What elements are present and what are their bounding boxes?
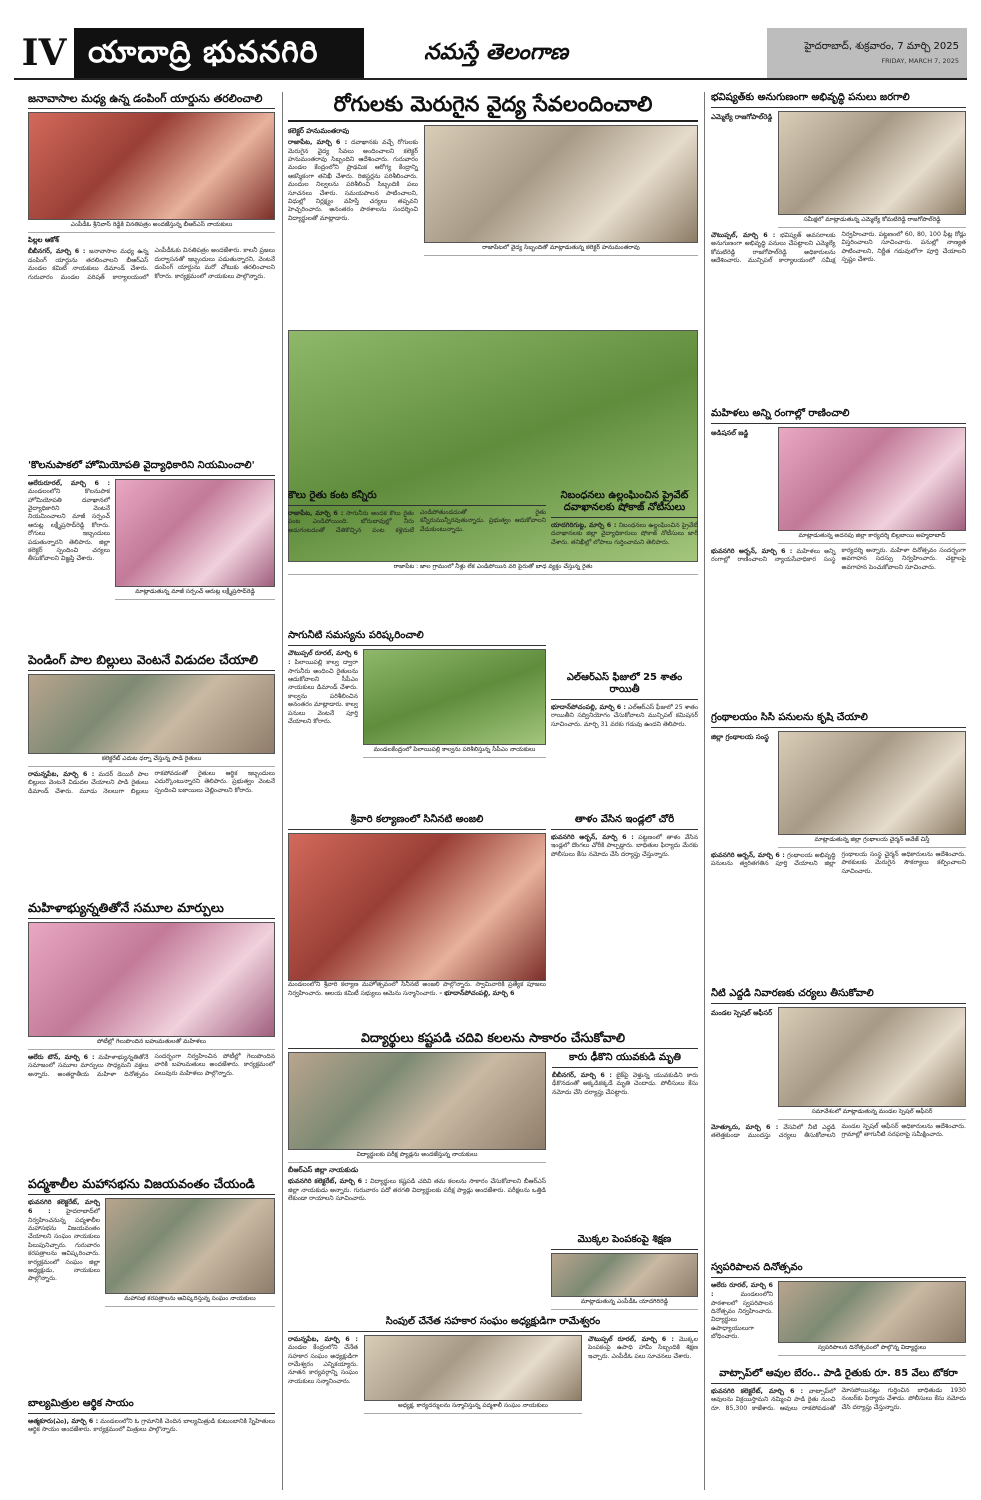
headline: పెండింగ్ పాల బిల్లులు వెంటనే విడుదల చేయాలి xyxy=(28,652,275,671)
paper-name: నమస్తే తెలంగాణ xyxy=(424,39,569,66)
dateline: - భూదాన్‌పోచంపల్లి, మార్చి 6 xyxy=(439,989,515,998)
article-irrigation xyxy=(288,630,546,810)
article-body xyxy=(711,1387,966,1414)
article-text: బైక్‌పై వెళ్తున్న యువకుడిని కారు ఢీకొనడంతో అక్కడికక్కడే మృతి చెందాడు. పోలీసులు కేసు నమోదు చేసి దర్యాప్తు చేపట్టారు. xyxy=(552,1072,698,1096)
page-number: IV xyxy=(21,31,67,74)
article-body xyxy=(711,1007,773,1123)
dateline: బీబీనగర్, మార్చి 6 : xyxy=(552,1071,612,1079)
article-homeopathy xyxy=(28,460,275,650)
article-text: గ్రంథాలయ అభివృద్ధి పనులను త్వరితగతిన పూర్తి చేయాలని జిల్లా గ్రంథాలయ సంస్థ చైర్మన్ అధికారులను ఆదేశించారు. పాఠకులకు మెరుగైన సౌకర్యాలు కల్పించాలని సూచించారు. xyxy=(711,851,966,875)
byline: జిల్లా గ్రంథాలయ సంస్థ xyxy=(711,733,769,741)
photo-caption: మాట్లాడుతున్న జిల్లా గ్రంథాలయ చైర్మన్ అవేజ్ చిస్తీ xyxy=(778,835,966,848)
article-tenant-farmer xyxy=(288,490,546,626)
dateline: ఆలేరు రూరల్, మార్చి 6 : xyxy=(711,1281,773,1299)
date-english: FRIDAY, MARCH 7, 2025 xyxy=(881,56,959,65)
article-photo xyxy=(551,1253,698,1297)
article-text: మండల కేంద్రంలోని చేనేత సహకార సంఘం అధ్యక్షుడిగా రామేశ్వరం ఎన్నికయ్యారు. నూతన కార్యవర్గాన్ని సంఘం నాయకులు సన్మానించారు. xyxy=(288,1344,358,1385)
article-showcause xyxy=(551,490,698,666)
article-body xyxy=(288,1335,358,1417)
photo-caption: స్వపరిపాలన దినోత్సవంలో పాల్గొన్న విద్యార్థులు xyxy=(778,1343,966,1356)
article-water-scarcity xyxy=(711,988,966,1260)
article-photo xyxy=(288,1052,546,1150)
photo-caption: మాట్లాడుతున్న ఎంపీడీఓ యాదగిరిరెడ్డి xyxy=(551,1297,698,1310)
date-telugu: హైదరాబాద్, శుక్రవారం, 7 మార్చి 2025 xyxy=(804,41,959,53)
article-body xyxy=(711,731,773,851)
dateline: యాదగిరిగుట్ట, మార్చి 6 : xyxy=(551,521,617,529)
article-text: వేసవిలో నీటి ఎద్దడి తలెత్తకుండా ముందస్తు చర్యలు తీసుకోవాలని మండల స్పెషల్ ఆఫీసర్ అధికారులను ఆదేశించారు. గ్రామాల్లో తాగునీటి సరఫరాపై సమీక్షించారు. xyxy=(711,1123,966,1140)
headline: బాల్యమిత్రుల ఆర్థిక సాయం xyxy=(28,1398,275,1414)
article-text: మండలంలోని శ్రీవారి కల్యాణ మహోత్సవంలో సినీనటి అంజలి పాల్గొన్నారు. స్వామివారికి ప్రత్యేక పూజలు నిర్వహించారు. ఆలయ కమిటీ సభ్యులు ఆమెను సన్మానించారు. xyxy=(288,981,546,998)
article-body xyxy=(28,770,275,797)
photo-caption: పోటీల్లో గెలుపొందిన బహుమతులతో మహిళలు xyxy=(28,1037,275,1050)
dateline: భూదాన్‌పోచంపల్లి, మార్చి 6 : xyxy=(551,703,626,711)
article-text: మదర్ డెయిరీ పాల బిల్లులు వెంటనే విడుదల చేయాలని పాడి రైతులు డిమాండ్ చేశారు. మూడు నెలలుగా బిల్లులు రాకపోవడంతో రైతులు ఆర్థిక ఇబ్బందులు ఎదుర్కొంటున్నారని తెలిపారు. ప్రభుత్వం వెంటనే స్పందించి బకాయిలు చెల్లించాలని కోరారు. xyxy=(28,770,275,795)
article-photo xyxy=(363,649,546,745)
headline: విద్యార్థులు కష్టపడి చదివి కలలను సాకారం చేసుకోవాలి xyxy=(288,1030,698,1049)
headline: స్వపరిపాలన దినోత్సవం xyxy=(711,1262,966,1278)
headline: నిబంధనలు ఉల్లంఘించిన ప్రైవేట్ దవాఖానలకు షోకాజ్ నోటీసులు xyxy=(551,490,698,518)
article-text: ఎల్ఆర్ఎస్ ఫీజులో 25 శాతం రాయితీని సద్వినియోగం చేసుకోవాలని మున్సిపల్ కమిషనర్ సూచించారు. మార్చి 31 వరకు గడువు ఉందని తెలిపారు. xyxy=(551,704,698,728)
article-women-excel xyxy=(711,408,966,708)
article-text: హైదరాబాద్‌లో నిర్వహించనున్న పద్మశాలీల మహాసభను విజయవంతం చేయాలని సంఘం నాయకులు పిలుపునిచ్చారు. గురువారం కరపత్రాలను ఆవిష్కరించారు. కార్యక్రమంలో సంఘం జిల్లా అధ్యక్షుడు, నాయకులు పాల్గొన్నారు. xyxy=(28,1208,101,1283)
photo-caption: రాజాపేట : జాల గ్రామంలో నీళ్లు లేక ఎండిపోయిన వరి పైరుతో బాధ వ్యక్తం చేస్తున్న రైతు xyxy=(288,562,698,575)
article-milk-bills xyxy=(28,652,275,888)
photo-caption: సమీక్షలో మాట్లాడుతున్న ఎమ్మెల్యే కోమటిరెడ్డి రాజగోపాల్‌రెడ్డి xyxy=(778,215,966,228)
article-photo xyxy=(28,112,275,220)
article-photo xyxy=(424,125,698,243)
dateline: భువనగిరి కలెక్టరేట్, మార్చి 6 : xyxy=(28,1198,100,1216)
headline: జనావాసాల మధ్య ఉన్న డంపింగ్ యార్డును తరలించాలి xyxy=(28,92,275,109)
article-text: వాట్సాప్‌లో ఆవులను విక్రయిస్తామని నమ్మించి పాడి రైతు నుంచి రూ. 85,300 కాజేశారు. ఆవులు రాకపోవడంతో మోసపోయినట్లు గుర్తించిన బాధితుడు 1930 నంబర్‌కు ఫిర్యాదు చేశాడు. పోలీసులు కేసు నమోదు చేసి దర్యాప్తు చేస్తున్నారు. xyxy=(711,1387,966,1412)
headline: భవిష్యత్‌కు అనుగుణంగా అభివృద్ధి పనులు జరగాలి xyxy=(711,92,966,108)
article-text: నిబంధనలు ఉల్లంఘించిన ప్రైవేట్ దవాఖానలకు జిల్లా వైద్యాధికారులు షోకాజ్ నోటీసులు జారీ చేశారు. తనిఖీల్లో లోపాలు గుర్తించామని తెలిపారు. xyxy=(551,522,698,546)
article-text: మండలంలోని ఓ గ్రామానికి చెందిన బాల్యమిత్రుడి కుటుంబానికి స్నేహితులు ఆర్థిక సాయం అందజేశారు. కార్యక్రమంలో మిత్రులు పాల్గొన్నారు. xyxy=(28,1418,275,1434)
left-column xyxy=(28,92,275,1490)
byline: మండల స్పెషల్ ఆఫీసర్ xyxy=(711,1009,773,1017)
headline: కౌలు రైతు కంట కన్నీరు xyxy=(288,490,546,506)
dateline: భువనగిరి కలెక్టరేట్, మార్చి 6 : xyxy=(711,1387,804,1395)
article-text: మొక్కల పెంపకంపై ఉపాధి హామీ సిబ్బందికి శిక్షణ ఇచ్చారు. ఎంపీడీఓ పలు సూచనలు చేశారు. xyxy=(588,1336,698,1360)
article-women-upliftment xyxy=(28,900,275,1170)
dateline: భువనగిరి అర్బన్, మార్చి 6 : xyxy=(711,547,793,556)
article-photo xyxy=(778,1007,966,1107)
dateline: ఆలేరు టౌన్, మార్చి 6 : xyxy=(28,1053,95,1062)
dateline: చౌటుప్పల్, మార్చి 6 : xyxy=(711,231,776,240)
headline: గ్రంథాలయం సిసీ పనులను కృషి చేయాలి xyxy=(711,712,966,728)
article-lead-medical xyxy=(288,92,698,324)
article-body xyxy=(28,247,275,282)
center-column-bottom xyxy=(288,1030,698,1490)
article-photo xyxy=(778,1281,966,1343)
article-body xyxy=(711,427,773,547)
article-padmashali xyxy=(28,1176,275,1394)
dateline: మోత్కూరు, మార్చి 6 : xyxy=(711,1123,779,1132)
article-body xyxy=(28,1198,100,1310)
photo-caption: కలెక్టరేట్ ఎదుట ధర్నా చేస్తున్న పాడి రైతులు xyxy=(28,754,275,767)
photo-caption: విద్యార్థులకు పరీక్ష ప్యాడ్లను అందజేస్తున్న నాయకులు xyxy=(288,1150,546,1163)
headline: పద్మశాలీల మహాసభను విజయవంతం చేయండి xyxy=(28,1176,275,1195)
article-body xyxy=(288,125,418,259)
article-text: మహిళలు అన్ని రంగాల్లో రాణించాలని న్యాయసేవాధికార సంస్థ కార్యదర్శి అన్నారు. మహిళా దినోత్సవం సందర్భంగా అవగాహన సదస్సు నిర్వహించారు. చట్టాలపై అవగాహన పెంచుకోవాలని సూచించారు. xyxy=(711,547,966,571)
dateline: చౌటుప్పల్ రూరల్, మార్చి 6 : xyxy=(288,649,358,667)
article-text: మండలంలోని పాఠశాలలో స్వపరిపాలన దినోత్సవం నిర్వహించారు. విద్యార్థులు ఉపాధ్యాయులుగా బోధించారు. xyxy=(711,1291,773,1341)
column-rule xyxy=(704,92,705,1490)
right-column xyxy=(711,92,966,1490)
article-body xyxy=(28,479,110,603)
byline: ఎమ్మెల్యే రాజగోపాల్‌రెడ్డి xyxy=(711,113,773,121)
headline: సాగునీటి సమస్యను పరిష్కరించాలి xyxy=(288,630,546,646)
byline: కలెక్టర్ హనుమంతరావు xyxy=(288,127,350,136)
dateline: చౌటుప్పల్ రూరల్, మార్చి 6 : xyxy=(588,1335,674,1343)
article-body xyxy=(711,1123,966,1141)
photo-caption: ఎంపీడీఓ శ్రీనివాస్ రెడ్డికి వినతిపత్రం అందజేస్తున్న బీఆర్ఎస్ నాయకులు xyxy=(28,220,275,233)
dateline: రామన్నపేట, మార్చి 6 : xyxy=(28,770,95,779)
photo-caption: మండలకేంద్రంలో పిలాయిపల్లి కాల్వను పరిశీలిస్తున్న సీపీఎం నాయకులు xyxy=(363,745,546,758)
article-text: మహిళాభ్యున్నతితోనే సమాజంలో సమూల మార్పులు సాధ్యమని వక్తలు అన్నారు. అంతర్జాతీయ మహిళా దినోత్సవం సందర్భంగా నిర్వహించిన పోటీల్లో గెలుపొందిన వారికి బహుమతులు అందజేశారు. కార్యక్రమంలో పలువురు మహిళలు పాల్గొన్నారు. xyxy=(28,1053,275,1078)
article-text: పట్టణంలో తాళం వేసిన ఇండ్లలో దొంగలు చోరీకి పాల్పడ్డారు. బాధితుల ఫిర్యాదు మేరకు పోలీసులు కేసు నమోదు చేసి దర్యాప్తు చేస్తున్నారు. xyxy=(551,834,698,858)
district-title: యాదాద్రి భువనగిరి xyxy=(74,28,364,78)
article-body xyxy=(711,547,966,572)
photo-caption: మాట్లాడుతున్న మాజీ సర్పంచ్ ఆరుట్ల లక్ష్మీప్రసాద్‌రెడ్డి xyxy=(115,587,275,600)
article-plants-training xyxy=(551,1234,698,1314)
article-body xyxy=(288,981,546,999)
article-body xyxy=(711,851,966,876)
headline: వాట్సాప్‌లో ఆవుల బేరం.. పాడి రైతుకు రూ. 85 వేలు టోకరా xyxy=(711,1368,966,1384)
article-students xyxy=(288,1030,698,1230)
subheading: పిల్లల ఆకోశ్ xyxy=(28,236,59,245)
headline: నీటి ఎద్దడి నివారణకు చర్యలు తీసుకోవాలి xyxy=(711,988,966,1004)
article-text: జనావాసాల మధ్య ఉన్న డంపింగ్ యార్డును తరలించాలని బీఆర్ఎస్ మండల కమిటీ నాయకులు డిమాండ్ చేశారు. గురువారం మండల పరిషత్ కార్యాలయంలో ఎంపీడీఓకు వినతిపత్రం అందజేశారు. కాలనీ ప్రజలు దుర్వాసనతో ఇబ్బందులు పడుతున్నారని, వెంటనే డంపింగ్ యార్డును మరో చోటుకు తరలించాలని కోరారు. కార్యక్రమంలో నాయకులు పాల్గొన్నారు. xyxy=(28,247,275,281)
dateline: భువనగిరి అర్బన్, మార్చి 6 : xyxy=(711,851,785,860)
lead-headline: రోగులకు మెరుగైన వైద్య సేవలందించాలి xyxy=(288,92,698,122)
article-photo xyxy=(28,922,275,1037)
photo-caption: సమావేశంలో మాట్లాడుతున్న మండల స్పెషల్ ఆఫీసర్ xyxy=(778,1107,966,1120)
article-body xyxy=(588,1335,698,1417)
article-photo xyxy=(115,479,275,587)
article-body xyxy=(28,1053,275,1080)
photo-caption: రాజాపేటలో వైద్య సిబ్బందితో మాట్లాడుతున్న కలెక్టర్ హనుమంతరావు xyxy=(424,243,698,256)
photo-caption: మహాసభ కరపత్రాలను ఆవిష్కరిస్తున్న సంఘం నాయకులు xyxy=(105,1294,275,1307)
headline: శ్రీవారి కల్యాణంలో సినీనటి అంజలి xyxy=(288,814,546,830)
article-text: పిలాయిపల్లి కాల్వ ద్వారా సాగునీరు అందించి రైతులను ఆదుకోవాలని సీపీఎం నాయకులు డిమాండ్ చేశారు. కాల్వను పరిశీలించిన అనంతరం మాట్లాడారు. కాల్వ పనులు వెంటనే పూర్తి చేయాలని కోరారు. xyxy=(288,659,359,725)
article-library xyxy=(711,712,966,984)
article-text: విద్యార్థులు కష్టపడి చదివి తమ కలలను సాకారం చేసుకోవాలని బీఆర్ఎస్ జిల్లా నాయకుడు అన్నారు. గురువారం పదో తరగతి విద్యార్థులకు పరీక్ష ప్యాడ్లు అందజేశారు. పరీక్షలను ఒత్తిడి లేకుండా రాయాలని సూచించారు. xyxy=(288,1178,546,1202)
article-self-governance xyxy=(711,1262,966,1362)
article-body xyxy=(551,703,698,729)
headline: ఎల్ఆర్ఎస్ ఫీజులో 25 శాతం రాయితీ xyxy=(551,672,698,700)
masthead xyxy=(14,28,967,80)
column-rule xyxy=(282,92,283,1490)
article-text: మండలంలోని కొలనుపాక హోమియోపతి దవాఖానలో వైద్యాధికారిని వెంటనే నియమించాలని మాజీ సర్పంచ్ ఆరుట్ల లక్ష్మీప్రసాద్‌రెడ్డి కోరారు. రోగులు ఇబ్బందులు పడుతున్నారని తెలిపారు. జిల్లా కలెక్టర్ స్పందించి చర్యలు తీసుకోవాలని విజ్ఞప్తి చేశారు. xyxy=(28,488,110,563)
headline: మహిళాభ్యున్నతితోనే సమూల మార్పులు xyxy=(28,900,275,919)
article-body xyxy=(28,1417,275,1435)
article-body xyxy=(711,231,966,266)
article-dumping-yard xyxy=(28,92,275,454)
dateline: ఆలేరురూరల్, మార్చి 6 : xyxy=(28,479,110,487)
article-text: భవిష్యత్ అవసరాలకు అనుగుణంగా అభివృద్ధి పనులు చేపట్టాలని ఎమ్మెల్యే కోమటిరెడ్డి రాజగోపాల్‌రెడ్డి అధికారులను ఆదేశించారు. మున్సిపల్ కార్యాలయంలో సమీక్ష నిర్వహించారు. పట్టణంలో 60, 80, 100 ఫీట్ల రోడ్లు విస్తరించాలని సూచించారు. పనుల్లో నాణ్యత పాటించాలని, నిర్ణీత గడువులోగా పూర్తి చేయాలని స్పష్టం చేశారు. xyxy=(711,231,966,265)
article-whatsapp-fraud xyxy=(711,1368,966,1488)
headline: 'కొలనుపాకలో హోమియోపతి వైద్యాధికారిని నియమించాలి' xyxy=(28,460,275,476)
article-handloom xyxy=(288,1316,698,1426)
article-body xyxy=(711,111,773,231)
photo-caption: మాట్లాడుతున్న అదనపు జిల్లా కార్యదర్శి బిల్లబాయి అహ్మదాబాద్ xyxy=(778,531,966,544)
article-text: దవాఖానకు వచ్చే రోగులకు మెరుగైన వైద్య సేవలు అందించాలని కలెక్టర్ హనుమంతరావు సిబ్బందిని ఆదేశించారు. గురువారం మండల కేంద్రంలోని ప్రాథమిక ఆరోగ్య కేంద్రాన్ని ఆకస్మికంగా తనిఖీ చేశారు. రిజిస్టర్లను పరిశీలించారు. మందుల నిల్వలను పరిశీలించి సిబ్బందికి పలు సూచనలు చేశారు. సమయపాలన పాటించాలని, విధుల్లో నిర్లక్ష్యం వహిస్తే చర్యలు తప్పవని హెచ్చరించారు. అనంతరం పాఠశాలను సందర్శించి విద్యార్థులతో మాట్లాడారు. xyxy=(288,139,418,222)
article-body xyxy=(288,509,546,536)
article-photo xyxy=(778,111,966,215)
article-body xyxy=(551,833,698,859)
article-lrs xyxy=(551,672,698,812)
article-text: సాగునీరు అందక కౌలు రైతు పంట ఎండిపోయింది. బోరుబావుల్లో నీరు అడుగంటడంతో చేతికొచ్చిన పంట కళ్లెదుటే ఎండిపోతుండడంతో రైతు కన్నీరుమున్నీరవుతున్నాడు. ప్రభుత్వం ఆదుకోవాలని వేడుకుంటున్నాడు. xyxy=(288,509,546,534)
article-photo xyxy=(288,833,546,981)
photo-caption: అధ్యక్ష, కార్యదర్శులను సన్మానిస్తున్న పద్మశాలీ సంఘం నాయకులు xyxy=(364,1401,582,1414)
headline: మొక్కల పెంపకంపై శిక్షణ xyxy=(551,1234,698,1250)
article-body xyxy=(552,1071,698,1097)
article-development-works xyxy=(711,92,966,404)
byline: అడిషనల్ జడ్జి xyxy=(711,429,749,437)
article-body xyxy=(288,1166,546,1203)
article-photo xyxy=(105,1198,275,1294)
article-friends-help xyxy=(28,1398,275,1488)
dateline: రాజాపేట, మార్చి 6 : xyxy=(288,138,348,147)
byline: బీఆర్ఎస్ జిల్లా నాయకుడు xyxy=(288,1166,359,1175)
headline: కారు ఢీకొని యువకుడి మృతి xyxy=(552,1052,698,1068)
article-photo xyxy=(28,674,275,754)
article-body xyxy=(288,649,358,761)
headline: సింపుల్ చేనేత సహకార సంఘం అధ్యక్షుడిగా రామేశ్వరం xyxy=(288,1316,698,1332)
dateline: భువనగిరి కలెక్టరేట్, మార్చి 6 : xyxy=(288,1177,368,1186)
article-theft xyxy=(551,814,698,936)
headline: తాళం వేసిన ఇండ్లలో చోరీ xyxy=(551,814,698,830)
headline: మహిళలు అన్ని రంగాల్లో రాణించాలి xyxy=(711,408,966,424)
dateline: భువనగిరి అర్బన్, మార్చి 6 : xyxy=(551,833,634,841)
dateline: రాజాపేట, మార్చి 6 : xyxy=(288,509,344,517)
dateline-block xyxy=(767,28,967,78)
dateline: బీబీనగర్, మార్చి 6 : xyxy=(28,247,86,256)
article-photo xyxy=(778,427,966,531)
article-photo xyxy=(778,731,966,835)
article-body xyxy=(551,521,698,547)
article-photo xyxy=(364,1335,582,1401)
dateline: ఆత్మకూరు(ఎం), మార్చి 6 : xyxy=(28,1417,99,1425)
article-body xyxy=(711,1281,773,1359)
dateline: రామన్నపేట, మార్చి 6 : xyxy=(288,1335,358,1343)
